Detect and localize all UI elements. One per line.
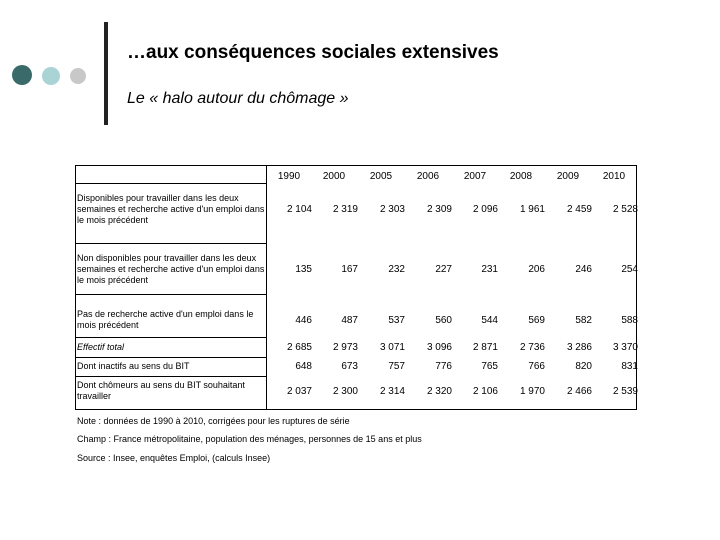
table-cell: 2 736 (519, 342, 545, 353)
slide-title: …aux conséquences sociales extensives (127, 42, 499, 63)
table-cell: 254 (621, 264, 638, 275)
table-cell: 2 314 (379, 386, 405, 397)
table-cell: 246 (575, 264, 592, 275)
row-label: Non disponibles pour travailler dans les deux semaines et recherche active d'un emploi dans le mois précédent (77, 253, 265, 285)
table-cell: 2 309 (426, 204, 452, 215)
dot-gray (70, 68, 86, 84)
table-note: Note : données de 1990 à 2010, corrigées pour les ruptures de série (77, 416, 350, 426)
table-cell: 2 319 (332, 204, 358, 215)
table-cell: 446 (295, 315, 312, 326)
table-cell: 2 685 (286, 342, 312, 353)
table-cell: 766 (528, 361, 545, 372)
table-cell: 537 (388, 315, 405, 326)
table-source: Source : Insee, enquêtes Emploi, (calculs Insee) (77, 453, 271, 463)
table-cell: 2 037 (286, 386, 312, 397)
dot-dark-teal (12, 65, 32, 85)
table-cell: 2 106 (472, 386, 498, 397)
year-header: 2005 (369, 171, 393, 182)
slide-subtitle: Le « halo autour du chômage » (127, 90, 349, 107)
table-cell: 232 (388, 264, 405, 275)
table-cell: 231 (481, 264, 498, 275)
year-header: 2007 (463, 171, 487, 182)
table-cell: 2 300 (332, 386, 358, 397)
row-label: Dont chômeurs au sens du BIT souhaitant travailler (77, 380, 245, 401)
table-cell: 2 539 (612, 386, 638, 397)
table-cell: 1 961 (519, 204, 545, 215)
row-divider (75, 337, 266, 338)
year-header: 2008 (509, 171, 533, 182)
row-label: Dont inactifs au sens du BIT (77, 361, 190, 371)
dot-light-teal (42, 67, 60, 85)
title-divider (104, 22, 108, 125)
label-column-divider (266, 165, 267, 410)
table-cell: 167 (341, 264, 358, 275)
table-cell: 3 370 (612, 342, 638, 353)
row-divider (75, 294, 266, 295)
table-cell: 2 973 (332, 342, 358, 353)
table-cell: 1 970 (519, 386, 545, 397)
table-cell: 487 (341, 315, 358, 326)
table-cell: 2 096 (472, 204, 498, 215)
row-divider (75, 376, 266, 377)
year-header: 2009 (556, 171, 580, 182)
table-cell: 673 (341, 361, 358, 372)
year-header: 2000 (322, 171, 346, 182)
table-cell: 588 (621, 315, 638, 326)
table-cell: 648 (295, 361, 312, 372)
year-header: 1990 (277, 171, 301, 182)
year-header: 2006 (416, 171, 440, 182)
table-cell: 227 (435, 264, 452, 275)
table-cell: 765 (481, 361, 498, 372)
table-cell: 3 096 (426, 342, 452, 353)
table-cell: 582 (575, 315, 592, 326)
row-label: Effectif total (77, 342, 125, 352)
table-cell: 569 (528, 315, 545, 326)
row-divider (75, 183, 266, 184)
table-cell: 776 (435, 361, 452, 372)
table-cell: 820 (575, 361, 592, 372)
table-cell: 3 071 (379, 342, 405, 353)
row-label: Pas de recherche active d'un emploi dans le mois précédent (77, 309, 254, 330)
row-divider (75, 243, 266, 244)
table-cell: 544 (481, 315, 498, 326)
table-cell: 757 (388, 361, 405, 372)
year-header: 2010 (602, 171, 626, 182)
row-label: Disponibles pour travailler dans les deux semaines et recherche active d'un emploi dans le mois précédent (77, 193, 265, 225)
table-cell: 206 (528, 264, 545, 275)
row-divider (75, 357, 266, 358)
table-cell: 2 871 (472, 342, 498, 353)
table-cell: 135 (295, 264, 312, 275)
table-cell: 2 303 (379, 204, 405, 215)
table-cell: 3 286 (566, 342, 592, 353)
table-cell: 2 459 (566, 204, 592, 215)
table-cell: 560 (435, 315, 452, 326)
table-cell: 831 (621, 361, 638, 372)
table-cell: 2 528 (612, 204, 638, 215)
table-cell: 2 320 (426, 386, 452, 397)
table-cell: 2 466 (566, 386, 592, 397)
table-cell: 2 104 (286, 204, 312, 215)
table-scope: Champ : France métropolitaine, population des ménages, personnes de 15 ans et plus (77, 434, 422, 444)
